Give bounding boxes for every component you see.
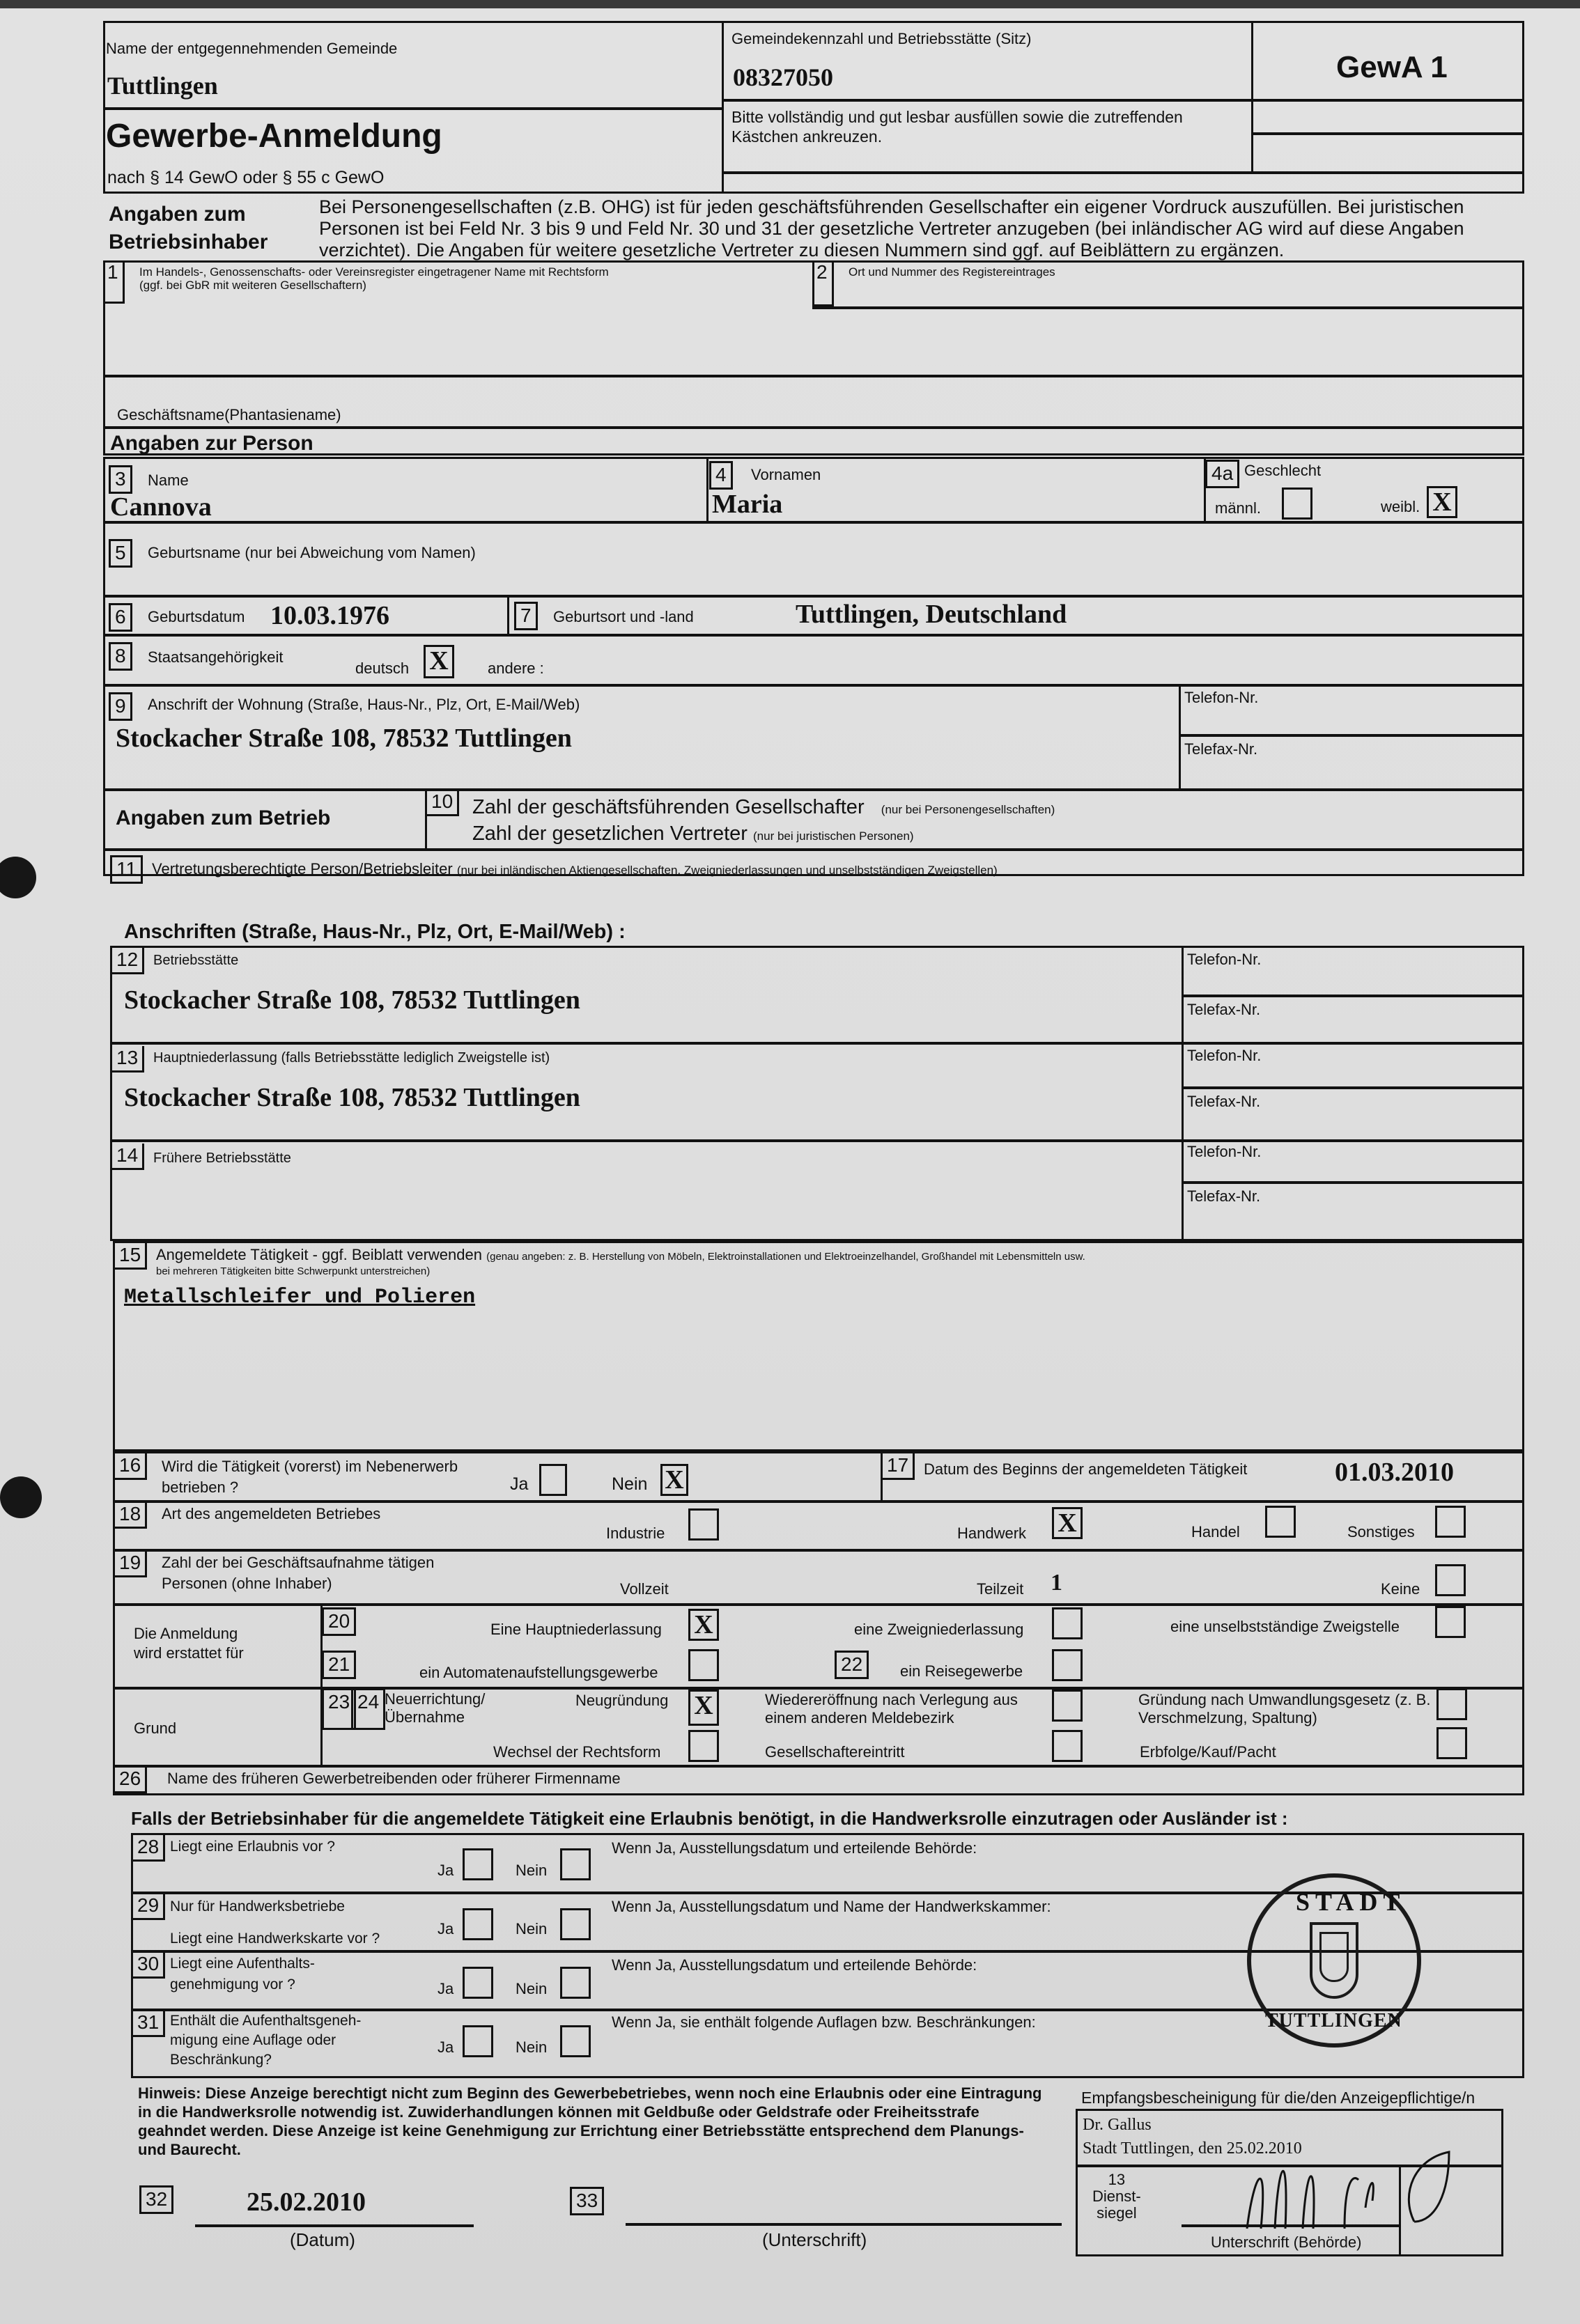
field-4-value[interactable]: Maria [712,490,783,519]
female-label: weibl. [1381,498,1420,515]
f30-nein-checkbox[interactable] [560,1967,591,1999]
field-3-label: Name [148,471,189,489]
field-4a-label: Geschlecht [1244,462,1322,479]
anmeldung-label-line2: wird erstattet für [134,1644,244,1662]
stamp-bottom-text: TUTTLINGEN [1265,2010,1402,2031]
f18-industrie-checkbox[interactable] [688,1508,719,1541]
field-number-2: 2 [812,260,834,306]
form-code: GewA 1 [1336,50,1448,84]
grund-erbfolge-checkbox[interactable] [1436,1727,1467,1759]
field-9-value[interactable]: Stockacher Straße 108, 78532 Tuttlingen [116,724,572,753]
field-number-15: 15 [115,1243,147,1270]
field-number-3: 3 [109,465,132,494]
divider [812,306,1524,309]
field-13-value[interactable]: Stockacher Straße 108, 78532 Tuttlingen [124,1083,580,1112]
punch-hole [0,1476,42,1518]
field-number-1: 1 [103,260,125,304]
seal-line2: siegel [1097,2204,1137,2222]
divider [1182,1086,1524,1089]
owner-heading-line2: Betriebsinhaber [109,231,268,254]
field-number-11: 11 [110,855,143,884]
field-4-label: Vornamen [751,466,821,483]
anmeldung-label-line1: Die Anmeldung [134,1625,238,1642]
field-11-note: (nur bei inländischen Aktiengesellschaften, Zweigniederlassungen und unselbstständigen Zweigstellen) [456,864,998,877]
grund-gesellschaftereintritt-label: Gesellschaftereintritt [765,1743,905,1761]
field-number-30: 30 [133,1952,165,1979]
field-19-label-line2: Personen (ohne Inhaber) [162,1575,332,1592]
divider [1179,734,1524,737]
f20-zweig-label: eine Zweigniederlassung [854,1621,1024,1638]
official-stamp [1247,1873,1421,2048]
deutsch-checkbox[interactable]: X [424,645,454,678]
f31-ja-checkbox[interactable] [463,2025,493,2057]
field-15-label [156,1247,1085,1263]
receipt-sign-caption: Unterschrift (Behörde) [1211,2233,1362,2251]
field-number-8: 8 [109,642,132,671]
grund-rechtsform-label: Wechsel der Rechtsform [493,1743,661,1761]
field-14-telefon-label: Telefon-Nr. [1187,1143,1262,1160]
divider [110,1139,1524,1142]
gemeinde-label: Name der entgegennehmenden Gemeinde [106,40,398,57]
f20-zweigstelle-checkbox[interactable] [1435,1606,1466,1638]
divider [103,848,1524,851]
field-number-6: 6 [109,603,132,632]
seal-line1: Dienst- [1092,2187,1141,2205]
field-15-value[interactable]: Metallschleifer und Polieren [124,1286,476,1309]
betrieb-heading: Angaben zum Betrieb [116,806,331,829]
field-13-telefax-label: Telefax-Nr. [1187,1093,1261,1110]
field-6-value[interactable]: 10.03.1976 [270,601,389,630]
field-number-20: 20 [322,1607,356,1636]
f18-sonstiges-label: Sonstiges [1347,1523,1415,1541]
gemeinde-value: Tuttlingen [107,72,218,100]
f19-vollzeit-label: Vollzeit [620,1580,669,1598]
f28-ja-checkbox[interactable] [463,1848,493,1880]
receipt-name: Dr. Gallus [1083,2116,1152,2134]
field-1-label: Im Handels-, Genossenschafts- oder Vereinsregister eingetragener Name mit Rechtsform (ggf. bei GbR mit weiteren Gesellschaftern) [139,265,609,292]
f18-sonstiges-checkbox[interactable] [1435,1506,1466,1538]
f22-label: ein Reisegewerbe [900,1662,1023,1680]
f31-ja-label: Ja [437,2038,454,2056]
divider [113,1765,1524,1768]
field-11-label-text: Vertretungsberechtigte Person/Betriebsleiter [152,860,453,878]
field-12-label: Betriebsstätte [153,953,239,968]
divider [1182,995,1524,997]
field-16-ja-label: Ja [510,1474,529,1494]
f29-ja-checkbox[interactable] [463,1908,493,1940]
f19-keine-checkbox[interactable] [1435,1564,1466,1596]
grund-neugruendung-checkbox[interactable]: X [688,1690,719,1726]
stamp-top-text: STADT [1296,1888,1406,1916]
field-15-note: (genau angeben: z. B. Herstellung von Möbeln, Elektroinstallationen und Elektroeinzelhandel, Großhandel mit Lebensmitteln usw. [486,1251,1085,1263]
kennzahl-value: 08327050 [733,63,833,91]
grund-rechtsform-checkbox[interactable] [688,1730,719,1762]
field-13-label: Hauptniederlassung (falls Betriebsstätte lediglich Zweigstelle ist) [153,1050,550,1066]
divider [103,521,1524,524]
f18-handel-label: Handel [1191,1523,1240,1541]
field-10-line1-note: (nur bei Personengesellschaften) [881,803,1055,816]
field-14-telefax-label: Telefax-Nr. [1187,1187,1261,1205]
person-heading: Angaben zur Person [110,432,313,455]
field-29-label-line2: Liegt eine Handwerkskarte vor ? [170,1931,380,1947]
field-9-telefon-label: Telefon-Nr. [1184,689,1259,706]
f31-hint: Wenn Ja, sie enthält folgende Auflagen bzw. Beschränkungen: [612,2013,1036,2031]
field-8-label: Staatsangehörigkeit [148,648,284,666]
field-number-21: 21 [322,1651,356,1679]
owner-intro-text: Bei Personengesellschaften (z.B. OHG) ist für jeden geschäftsführenden Gesellschafter ein eigener Vordruck auszufüllen. Bei juristischen Personen ist bei Feld Nr. 3 bis 9 und Feld Nr. 30 und 31 der gesetzliche Vertreter anzugeben (bei inländischer AG wird auf diese Angaben verzichtet). Die Angaben für weitere gesetzliche Vertreter zu diesen Nummern sind ggf. auf Beiblättern zu ergänzen. [319,196,1464,260]
divider [706,457,708,524]
f22-checkbox[interactable] [1052,1649,1083,1681]
field-7-value[interactable]: Tuttlingen, Deutschland [796,600,1067,629]
f30-nein-label: Nein [516,1980,548,1997]
geschaeftsname-label: Geschäftsname(Phantasiename) [117,406,341,423]
grund-umwandlung-checkbox[interactable] [1436,1688,1467,1720]
form-title: Gewerbe-Anmeldung [106,118,442,155]
field-18-label: Art des angemeldeten Betriebes [162,1505,381,1522]
field-number-12: 12 [112,948,144,974]
field-29-label-line1: Nur für Handwerksbetriebe [170,1898,345,1914]
f31-nein-checkbox[interactable] [560,2025,591,2057]
field-number-4: 4 [709,461,733,490]
field-number-23: 23 [322,1688,356,1730]
divider [1251,132,1524,135]
field-6-label: Geburtsdatum [148,608,245,625]
f28-hint: Wenn Ja, Ausstellungsdatum und erteilende Behörde: [612,1839,977,1857]
field-12-telefax-label: Telefax-Nr. [1187,1001,1261,1018]
field-30-label-line2: genehmigung vor ? [170,1976,295,1992]
divider [103,634,1524,637]
field-9-label: Anschrift der Wohnung (Straße, Haus-Nr., Plz, Ort, E-Mail/Web) [148,696,580,713]
f19-teilzeit-value[interactable]: 1 [1051,1570,1062,1596]
field-number-26: 26 [115,1767,147,1793]
field-33-caption: (Unterschrift) [762,2229,867,2250]
f30-ja-label: Ja [437,1980,454,1997]
f28-nein-label: Nein [516,1862,548,1879]
field-10-line2-note: (nur bei juristischen Personen) [753,829,914,843]
f29-ja-label: Ja [437,1920,454,1937]
divider [103,595,1524,598]
signature-line[interactable] [626,2223,1062,2226]
field-16-nein-checkbox[interactable]: X [660,1464,688,1496]
f20-haupt-label: Eine Hauptniederlassung [490,1621,662,1638]
field-number-16: 16 [115,1453,147,1480]
field-number-22: 22 [835,1651,869,1679]
andere-label: andere : [488,660,544,677]
field-31-label-line3: Beschränkung? [170,2052,272,2068]
field-7-label: Geburtsort und -land [553,608,694,625]
field-16-nein-label: Nein [612,1474,648,1494]
divider [722,99,1524,102]
field-5-label: Geburtsname (nur bei Abweichung vom Namen) [148,544,476,561]
f19-keine-label: Keine [1381,1580,1420,1598]
divider [103,426,1524,429]
field-10-line1: Zahl der geschäftsführenden Gesellschafter [472,796,865,818]
instruction-text: Bitte vollständig und gut lesbar ausfüllen sowie die zutreffenden Kästchen ankreuzen. [731,108,1183,146]
f19-teilzeit-label: Teilzeit [977,1580,1024,1598]
anschriften-heading: Anschriften (Straße, Haus-Nr., Plz, Ort, E-Mail/Web) : [124,921,626,943]
owner-heading [109,201,268,256]
grund-neuerrichtung-line2: Übernahme [385,1708,465,1726]
kennzahl-label: Gemeindekennzahl und Betriebsstätte (Sitz) [731,30,1032,47]
authority-signature [1240,2131,1470,2243]
divider [103,788,1524,791]
f18-handwerk-label: Handwerk [957,1524,1027,1542]
f18-handwerk-checkbox[interactable]: X [1052,1507,1083,1539]
divider [113,1549,1524,1552]
field-15-note2: bei mehreren Tätigkeiten bitte Schwerpunkt unterstreichen) [156,1265,431,1277]
field-16-label-line2: betrieben ? [162,1479,239,1496]
field-14-label: Frühere Betriebsstätte [153,1151,291,1166]
field-number-4a: 4a [1205,460,1239,488]
field-number-33: 33 [570,2187,604,2215]
divider [110,1042,1524,1045]
f29-nein-checkbox[interactable] [560,1908,591,1940]
grund-erbfolge-label: Erbfolge/Kauf/Pacht [1140,1743,1276,1761]
f21-checkbox[interactable] [688,1649,719,1681]
field-28-label: Liegt eine Erlaubnis vor ? [170,1839,335,1855]
field-number-29: 29 [133,1894,165,1920]
divider [1182,1181,1524,1184]
f28-nein-checkbox[interactable] [560,1848,591,1880]
field-11-label [152,861,998,878]
field-17-label: Datum des Beginns der angemeldeten Tätigkeit [924,1460,1248,1478]
field-number-7: 7 [514,602,538,630]
seal-label [1092,2171,1141,2222]
date-line [195,2224,474,2227]
field-number-28: 28 [133,1835,165,1862]
divider [1251,21,1253,173]
deutsch-label: deutsch [355,660,410,677]
field-16-ja-checkbox[interactable] [539,1464,567,1496]
field-30-label-line1: Liegt eine Aufenthalts- [170,1956,315,1972]
field-19-label-line1: Zahl der bei Geschäftsaufnahme tätigen [162,1554,435,1571]
erlaubnis-heading: Falls der Betriebsinhaber für die angemeldete Tätigkeit eine Erlaubnis benötigt, in die Handwerksrolle einzutragen oder Ausländer ist : [131,1808,1288,1829]
field-number-5: 5 [109,539,132,568]
receipt-place-date: Stadt Tuttlingen, den 25.02.2010 [1083,2139,1302,2158]
field-31-label-line2: migung eine Auflage oder [170,2032,336,2048]
male-checkbox[interactable] [1282,488,1312,520]
field-1-input[interactable] [139,305,801,368]
field-31-label-line1: Enthält die Aufenthaltsgeneh- [170,2013,362,2029]
divider [722,21,724,194]
field-26-label: Name des früheren Gewerbetreibenden oder früherer Firmenname [167,1770,621,1787]
f18-industrie-label: Industrie [606,1524,665,1542]
f28-ja-label: Ja [437,1862,454,1879]
divider [103,375,1524,377]
field-number-32: 32 [139,2185,173,2214]
scan-edge [0,0,1580,8]
field-number-13: 13 [112,1046,144,1073]
field-12-telefon-label: Telefon-Nr. [1187,951,1262,968]
field-2-label: Ort und Nummer des Registereintrages [849,265,1055,279]
coat-of-arms-icon [1310,1922,1358,1999]
field-17-value[interactable]: 01.03.2010 [1335,1458,1454,1487]
field-32-caption: (Datum) [290,2229,355,2250]
receipt-title: Empfangsbescheinigung für die/den Anzeigepflichtige/n [1081,2089,1476,2107]
f30-ja-checkbox[interactable] [463,1967,493,1999]
field-9-telefax-label: Telefax-Nr. [1184,740,1258,758]
form-subtitle: nach § 14 GewO oder § 55 c GewO [107,168,385,187]
grund-neugruendung-label: Neugründung [575,1692,669,1709]
grund-gesellschaftereintritt-checkbox[interactable] [1052,1730,1083,1762]
field-32-value[interactable]: 25.02.2010 [247,2187,366,2217]
field-number-14: 14 [112,1144,144,1170]
field-number-10: 10 [427,790,459,816]
f20-haupt-checkbox[interactable]: X [688,1609,719,1641]
divider [113,1603,1524,1606]
grund-umwandlung-label: Gründung nach Umwandlungsgesetz (z. B. Verschmelzung, Spaltung) [1138,1691,1431,1726]
field-10-labels [472,795,1055,848]
field-number-18: 18 [115,1502,147,1529]
f31-nein-label: Nein [516,2038,548,2056]
grund-label: Grund [134,1719,177,1737]
f18-handel-checkbox[interactable] [1265,1506,1296,1538]
grund-wiedereroeffnung-checkbox[interactable] [1052,1690,1083,1722]
f30-hint: Wenn Ja, Ausstellungsdatum und erteilende Behörde: [612,1956,977,1974]
f29-nein-label: Nein [516,1920,548,1937]
field-10-line2: Zahl der gesetzlichen Vertreter [472,822,748,845]
grund-wiedereroeffnung-label: Wiedereröffnung nach Verlegung aus einem anderen Meldebezirk [765,1691,1018,1726]
f29-hint: Wenn Ja, Ausstellungsdatum und Name der Handwerkskammer: [612,1898,1051,1915]
field-3-value[interactable]: Cannova [110,492,212,522]
field-number-9: 9 [109,692,132,721]
field-13-telefon-label: Telefon-Nr. [1187,1047,1262,1064]
field-number-24: 24 [351,1688,385,1730]
male-label: männl. [1215,499,1262,517]
field-number-31: 31 [133,2011,165,2037]
divider [1182,946,1184,1241]
f21-label: ein Automatenaufstellungsgewerbe [419,1664,658,1681]
field-number-19: 19 [115,1551,147,1577]
divider [722,171,1524,174]
field-15-label-text: Angemeldete Tätigkeit - ggf. Beiblatt verwenden [156,1246,482,1263]
owner-heading-line1: Angaben zum [109,203,246,226]
female-checkbox[interactable]: X [1427,486,1457,518]
divider [103,684,1524,687]
divider [113,1500,1524,1503]
divider [103,107,722,110]
f20-zweigstelle-label: eine unselbstständige Zweigstelle [1170,1618,1400,1635]
divider [507,595,509,634]
field-number-17: 17 [883,1453,915,1480]
field-12-value[interactable]: Stockacher Straße 108, 78532 Tuttlingen [124,985,580,1015]
seal-number: 13 [1108,2171,1126,2188]
f20-zweig-checkbox[interactable] [1052,1607,1083,1639]
grund-neuerrichtung-line1: Neuerrichtung/ [385,1690,486,1708]
field-16-label-line1: Wird die Tätigkeit (vorerst) im Nebenerwerb [162,1458,458,1475]
hinweis-text: Hinweis: Diese Anzeige berechtigt nicht zum Beginn des Gewerbebetriebes, wenn noch eine Erlaubnis oder eine Eintragung in die Handwerksrolle notwendig ist. Zuwiderhandlungen können mit Geldbuße oder Geldstrafe oder Freiheitsstrafe geahndet werden. Diese Anzeige ist keine Genehmigung zur Errichtung einer Betriebsstätte entsprechend dem Planungs- und Baurecht. [138,2084,1042,2158]
